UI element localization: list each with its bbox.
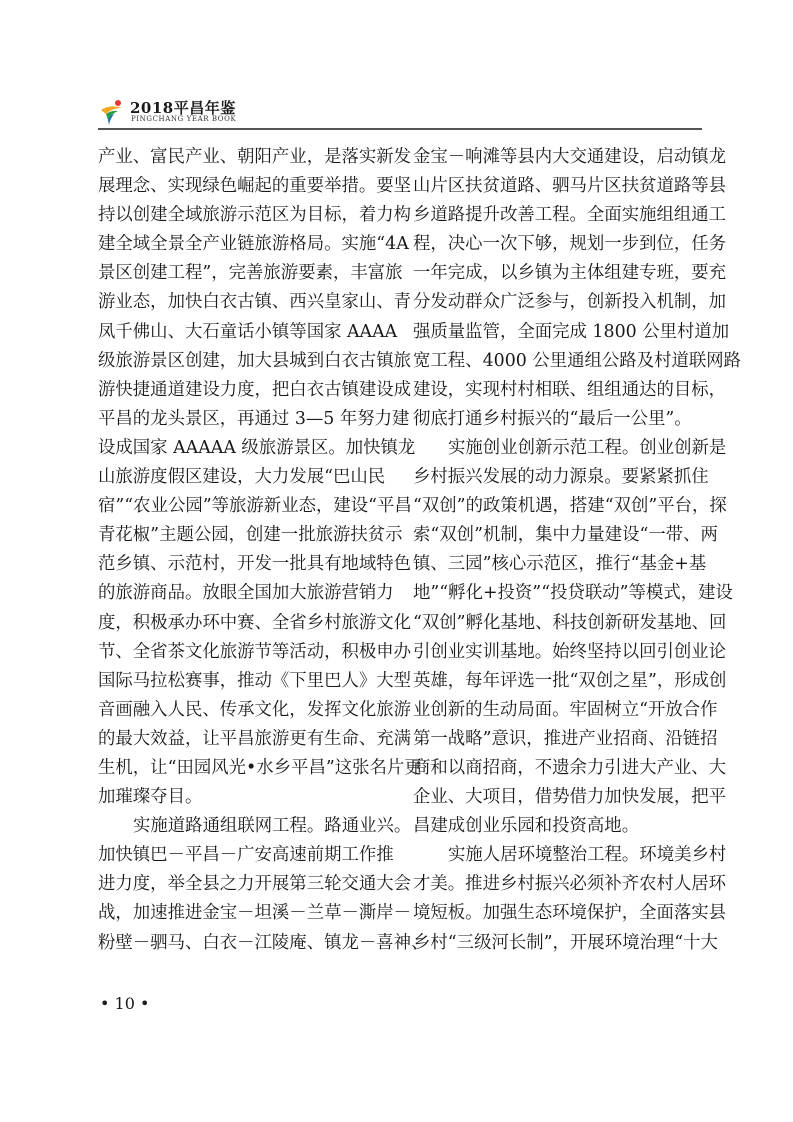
text-line: 英雄，每年评选一批“双创之星”，形成创	[413, 670, 727, 691]
text-line: 业创新的生动局面。牢固树立“开放合作	[413, 699, 718, 720]
text-line: 景区创建工程”，完善旅游要素，丰富旅	[98, 263, 403, 284]
text-line: 产业、富民产业、朝阳产业，是落实新发	[98, 147, 412, 167]
text-line: 乡村“三级河长制”，开展环境治理“十大	[413, 932, 718, 953]
text-line: 镇、三园”核心示范区，推行“基金+基	[413, 554, 707, 575]
text-line: 设成国家 AAAAA 级旅游景区。加快镇龙	[98, 437, 416, 458]
text-line: 实施人居环境整治工程。环境美乡村	[448, 845, 727, 866]
text-line: 战，加速推进金宝－坦溪－兰草－澌岸－	[98, 903, 412, 924]
text-line: 山片区扶贫道路、驷马片区扶贫道路等县	[413, 176, 727, 197]
text-line: 分发动群众广泛参与，创新投入机制，加	[413, 292, 727, 313]
text-line: 的最大效益，让平昌旅游更有生命、充满	[98, 728, 412, 749]
text-line: 国际马拉松赛事，推动《下里巴人》大型	[98, 670, 412, 691]
text-line: 生机，让“田园风光•水乡平昌”这张名片更	[98, 757, 422, 778]
text-line: 度，积极承办环中赛、全省乡村旅游文化	[98, 612, 412, 633]
text-line: 乡村振兴发展的动力源泉。要紧紧抓住	[413, 467, 709, 488]
text-line: 加璀璨夺目。	[98, 787, 203, 808]
text-line: “双创”的政策机遇，搭建“双创”平台，探	[413, 496, 727, 517]
text-line: 持以创建全域旅游示范区为目标，着力构	[98, 205, 412, 226]
text-line: 强质量监管，全面完成 1800 公里村道加	[413, 321, 730, 342]
text-line: 商和以商招商，不遗余力引进大产业、大	[413, 757, 727, 778]
text-line: 程，决心一次下够，规划一步到位，任务	[413, 234, 727, 255]
text-line: 平昌的龙头景区，再通过 3—5 年努力建	[98, 408, 410, 429]
page-header	[98, 96, 702, 128]
text-line: 境短板。加强生态环境保护，全面落实县	[413, 903, 727, 924]
text-line: 进力度，举全县之力开展第三轮交通大会	[98, 874, 412, 895]
text-line: 范乡镇、示范村，开发一批具有地域特色	[98, 554, 412, 575]
text-line: 展理念、实现绿色崛起的重要举措。要坚	[98, 176, 412, 197]
text-line: 加快镇巴－平昌－广安高速前期工作推	[98, 845, 394, 866]
text-line: 彻底打通乡村振兴的“最后一公里”。	[413, 408, 692, 429]
text-line: 级旅游景区创建，加大县城到白衣古镇旅	[98, 350, 412, 371]
text-line: 宽工程、4000 公里通组公路及村道联网路	[413, 350, 742, 371]
text-line: 建设，实现村村相联、组组通达的目标，	[413, 379, 727, 400]
page-number: • 10 •	[100, 994, 150, 1013]
text-line: 乡道路提升改善工程。全面实施组组通工	[413, 205, 727, 226]
right-column	[413, 143, 742, 958]
text-line: 一年完成，以乡镇为主体组建专班，要充	[413, 263, 727, 284]
text-line: 粉壁－驷马、白衣－江陵庵、镇龙－喜神、	[98, 932, 429, 953]
text-line: 金宝－响滩等县内大交通建设，启动镇龙	[413, 147, 727, 167]
text-line: 实施创业创新示范工程。创业创新是	[448, 437, 727, 458]
text-line: “双创”孵化基地、科技创新研发基地、回	[413, 612, 727, 633]
text-line: 游快捷通道建设力度，把白衣古镇建设成	[98, 379, 412, 400]
text-line: 引创业实训基地。始终坚持以回引创业论	[413, 641, 727, 662]
text-line: 建全域全景全产业链旅游格局。实施“4A	[98, 234, 409, 255]
yearbook-subtitle: PINGCHANG YEAR BOOK	[131, 115, 237, 123]
yearbook-title: 2018平昌年鉴	[130, 99, 236, 117]
text-line: 山旅游度假区建设，大力发展“巴山民	[98, 467, 386, 488]
text-line: 才美。推进乡村振兴必须补齐农村人居环	[413, 874, 727, 895]
text-line: 索“双创”机制，集中力量建设“一带、两	[413, 525, 718, 546]
text-line: 地”“孵化+投资”“投贷联动”等模式，建设	[413, 583, 733, 604]
text-line: 凤千佛山、大石童话小镇等国家 AAAA	[98, 321, 398, 342]
text-line: 实施道路通组联网工程。路通业兴。	[133, 816, 412, 837]
text-line: 的旅游商品。放眼全国加大旅游营销力	[98, 583, 394, 604]
left-column	[98, 143, 429, 958]
text-line: 第一战略”意识，推进产业招商、沿链招	[413, 728, 718, 749]
text-line: 游业态，加快白衣古镇、西兴皇家山、青	[98, 292, 412, 313]
pingchang-logo-icon	[98, 98, 126, 126]
text-line: 音画融入人民、传承文化，发挥文化旅游	[98, 699, 412, 720]
text-line: 节、全省茶文化旅游节等活动，积极申办	[98, 641, 412, 662]
text-line: 昌建成创业乐园和投资高地。	[413, 816, 640, 837]
header-rule	[98, 128, 702, 130]
text-line: 青花椒”主题公园，创建一批旅游扶贫示	[98, 525, 403, 546]
text-line: 宿”“农业公园”等旅游新业态，建设“平昌	[98, 496, 412, 517]
text-line: 企业、大项目，借势借力加快发展，把平	[413, 787, 727, 808]
